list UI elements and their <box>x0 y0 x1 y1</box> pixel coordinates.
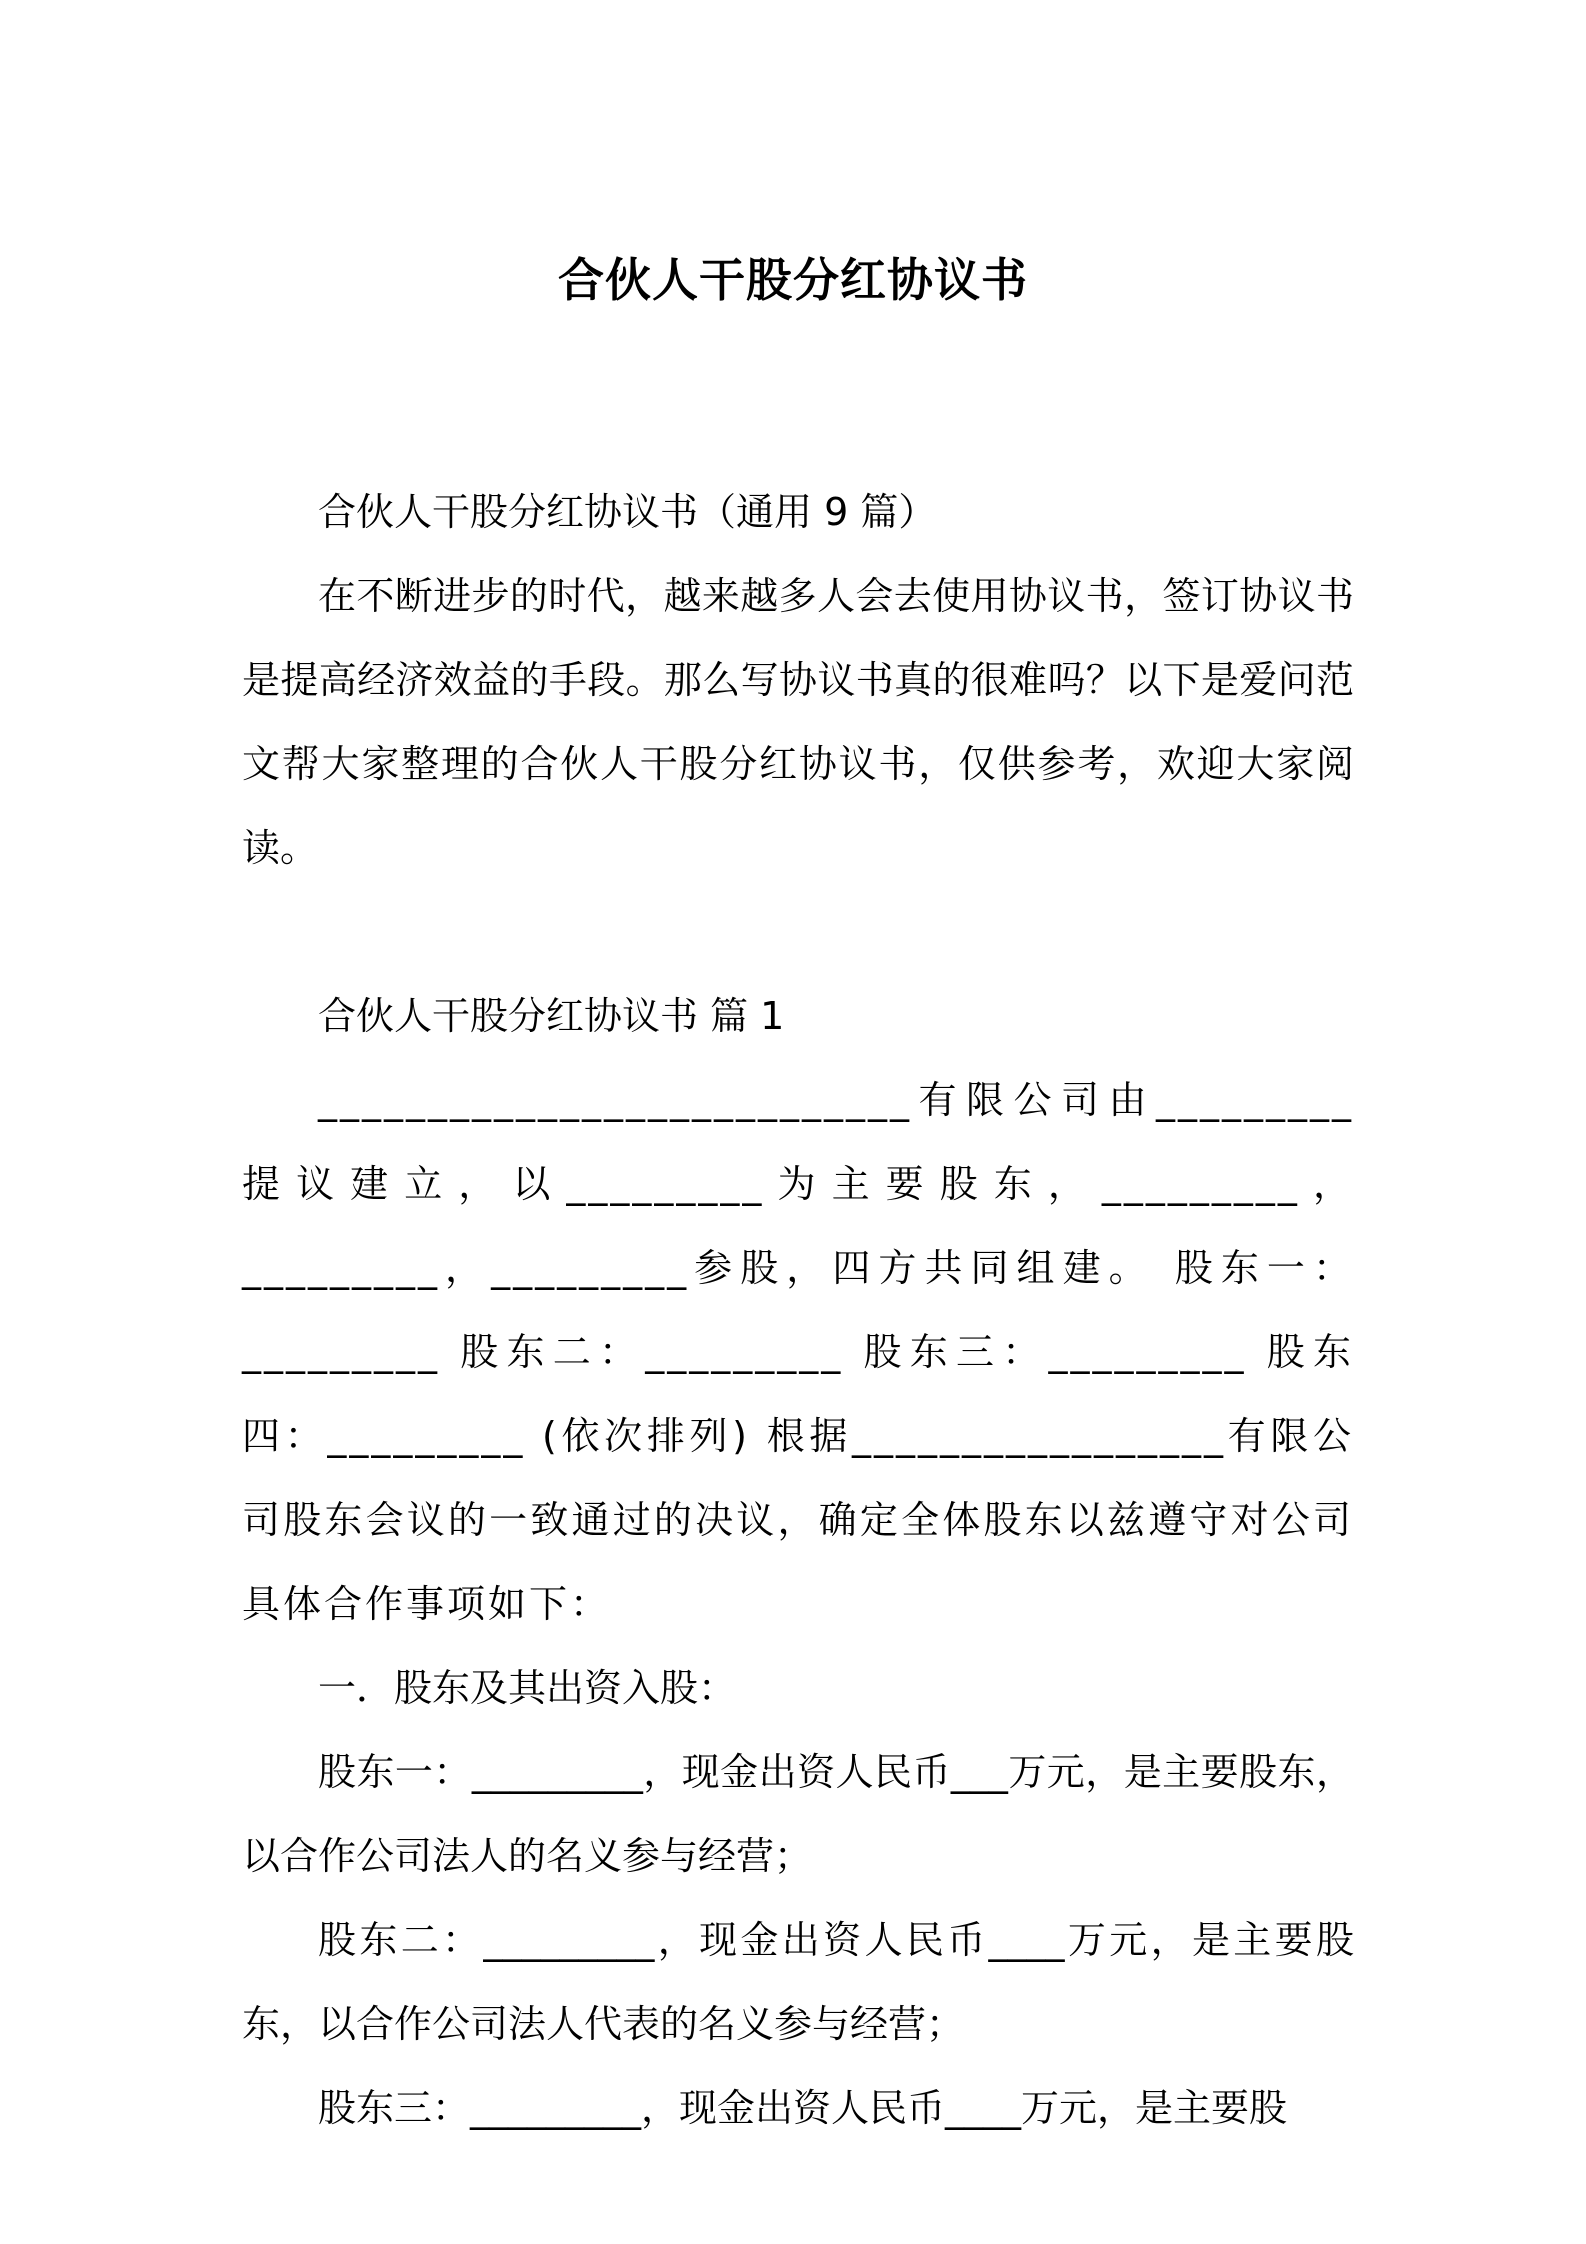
shareholder-1-paragraph: 股东一：_________，现金出资人民币___万元，是主要股东，以合作公司法人的名义参与经营； <box>242 1750 1354 1878</box>
clause-heading: 一．股东及其出资入股： <box>318 1666 737 1710</box>
intro-paragraph: 在不断进步的时代，越来越多人会去使用协议书，签订协议书是提高经济效益的手段。那么写协议书真的很难吗？以下是爱问范文帮大家整理的合伙人干股分红协议书，仅供参考，欢迎大家阅读。 <box>242 574 1354 870</box>
shareholder-2-paragraph: 股东二：_________，现金出资人民币____万元，是主要股东，以合作公司法人代表的名义参与经营； <box>242 1918 1354 2046</box>
section-heading: 合伙人干股分红协议书 篇 1 <box>318 994 785 1038</box>
company-paragraph: ___________________________有限公司由_________提议建立，以_________为主要股东，_________，_________，_________参股，四方共同组建。 股东一：_________ 股东二：_________ 股东三：_________ 股东四：_________ (依次排列) 根据_________________有限公司股东会议的一致通过的决议，确定全体股东以兹遵守对公司具体合作事项如下： <box>242 1078 1354 1626</box>
document-title: 合伙人干股分红协议书 <box>558 253 1028 307</box>
document-body <box>242 470 1354 2150</box>
document-subtitle: 合伙人干股分红协议书（通用 9 篇） <box>318 490 937 534</box>
shareholder-3-paragraph: 股东三：_________，现金出资人民币____万元，是主要股 <box>318 2086 1288 2130</box>
